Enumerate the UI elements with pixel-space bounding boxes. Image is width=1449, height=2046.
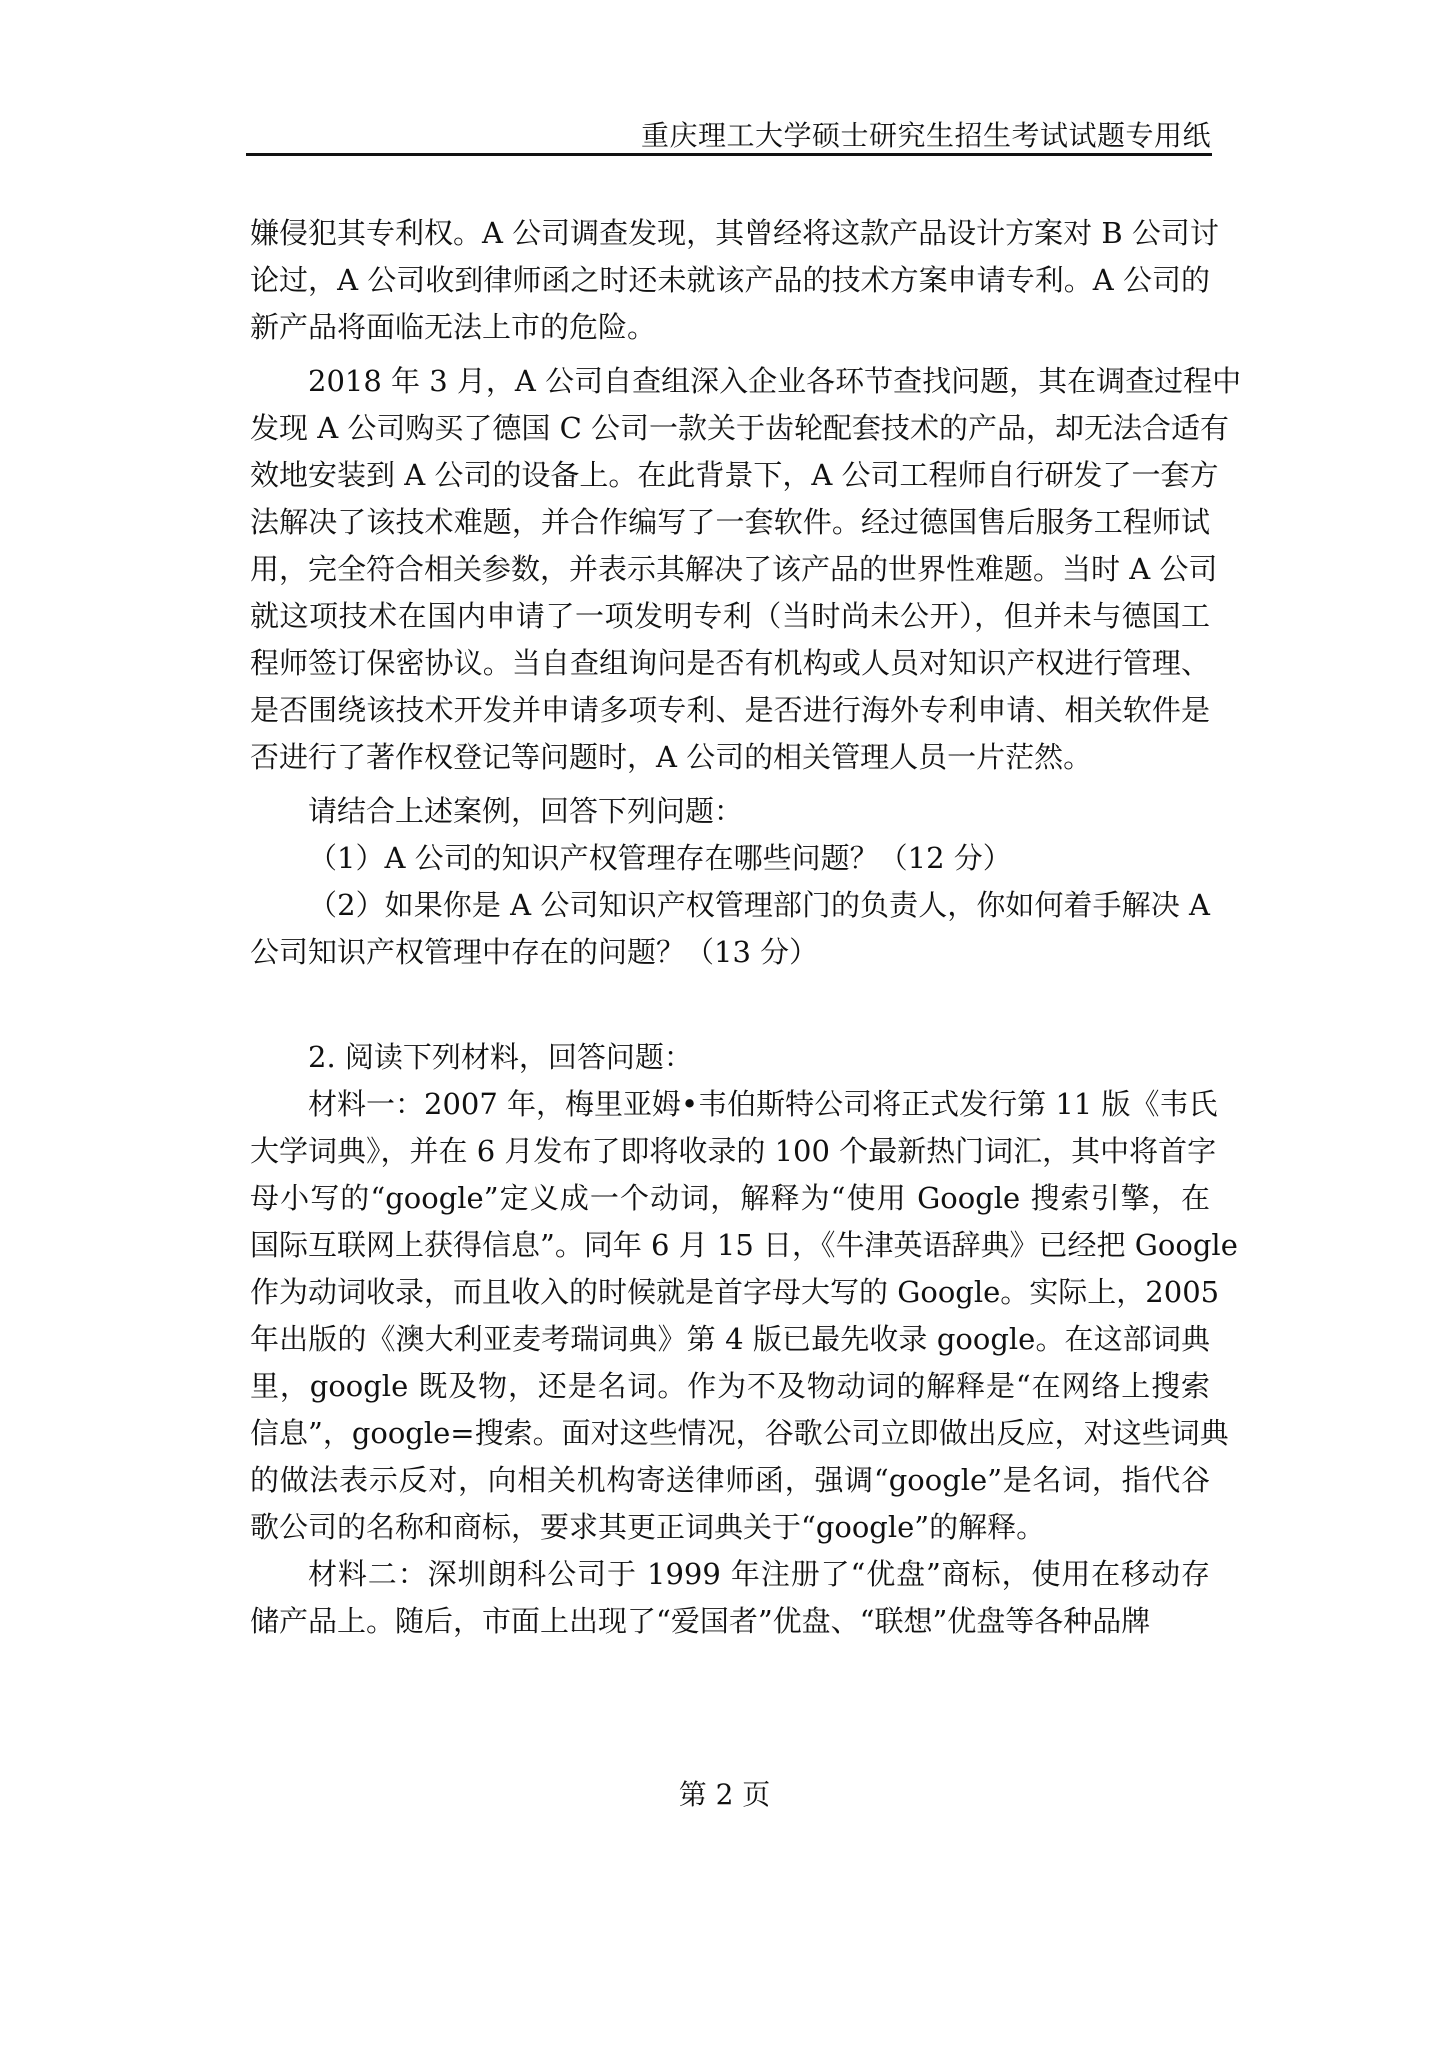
paragraph <box>250 835 1210 882</box>
text-line: 国际互联网上获得信息”。同年 6 月 15 日，《牛津英语辞典》已经把 Google <box>250 1228 1238 1262</box>
document-body <box>250 210 1242 1645</box>
text-line: 效地安装到 A 公司的设备上。在此背景下，A 公司工程师自行研发了一套方 <box>250 458 1219 492</box>
text-line: 就这项技术在国内申请了一项发明专利（当时尚未公开），但并未与德国工 <box>250 599 1210 633</box>
text-line: 材料二：深圳朗科公司于 1999 年注册了“优盘”商标，使用在移动存 <box>308 1557 1210 1591</box>
paragraph <box>250 882 1210 976</box>
text-line: 信息”，google=搜索。面对这些情况，谷歌公司立即做出反应，对这些词典 <box>250 1416 1229 1450</box>
text-line: 嫌侵犯其专利权。A 公司调查发现，其曾经将这款产品设计方案对 B 公司讨 <box>250 216 1219 250</box>
paragraph <box>250 1034 1210 1081</box>
text-line: 储产品上。随后，市面上出现了“爱国者”优盘、“联想”优盘等各种品牌 <box>250 1604 1151 1638</box>
text-line: 歌公司的名称和商标，要求其更正词典关于“google”的解释。 <box>250 1510 1046 1544</box>
text-line: 新产品将面临无法上市的危险。 <box>250 310 657 344</box>
page-header-title: 重庆理工大学硕士研究生招生考试试题专用纸 <box>640 119 1211 152</box>
text-line: 法解决了该技术难题，并合作编写了一套软件。经过德国售后服务工程师试 <box>250 505 1210 539</box>
paragraph <box>250 1551 1210 1645</box>
text-line: （2）如果你是 A 公司知识产权管理部门的负责人，你如何着手解决 A <box>308 888 1210 922</box>
text-line: 材料一：2007 年，梅里亚姆•韦伯斯特公司将正式发行第 11 版《韦氏 <box>308 1087 1218 1121</box>
text-line: 大学词典》，并在 6 月发布了即将收录的 100 个最新热门词汇，其中将首字 <box>250 1134 1217 1168</box>
text-line: 发现 A 公司购买了德国 C 公司一款关于齿轮配套技术的产品，却无法合适有 <box>250 411 1230 445</box>
text-line: 请结合上述案例，回答下列问题： <box>308 794 744 828</box>
text-line: 里，google 既及物，还是名词。作为不及物动词的解释是“在网络上搜索 <box>250 1369 1210 1403</box>
text-line: 作为动词收录，而且收入的时候就是首字母大写的 Google。实际上，2005 <box>250 1275 1220 1309</box>
paragraph <box>250 1081 1238 1551</box>
text-line: 年出版的《澳大利亚麦考瑞词典》第 4 版已最先收录 google。在这部词典 <box>250 1322 1210 1356</box>
page-number: 第 2 页 <box>678 1778 771 1811</box>
text-line: 2018 年 3 月，A 公司自查组深入企业各环节查找问题，其在调查过程中 <box>308 364 1242 398</box>
text-line: 论过，A 公司收到律师函之时还未就该产品的技术方案申请专利。A 公司的 <box>250 263 1210 297</box>
text-line: 用，完全符合相关参数，并表示其解决了该产品的世界性难题。当时 A 公司 <box>250 552 1218 586</box>
text-line: 程师签订保密协议。当自查组询问是否有机构或人员对知识产权进行管理、 <box>250 646 1210 680</box>
text-line: 母小写的“google”定义成一个动词，解释为“使用 Google 搜索引擎，在 <box>250 1181 1211 1215</box>
text-line: 的做法表示反对，向相关机构寄送律师函，强调“google”是名词，指代谷 <box>250 1463 1210 1497</box>
text-line: 是否围绕该技术开发并申请多项专利、是否进行海外专利申请、相关软件是 <box>250 693 1210 727</box>
header-rule <box>246 153 1212 156</box>
paragraph <box>250 788 1210 835</box>
text-line: 2. 阅读下列材料，回答问题： <box>308 1040 693 1074</box>
paragraph <box>250 358 1242 781</box>
text-line: （1）A 公司的知识产权管理存在哪些问题？（12 分） <box>308 841 1012 875</box>
paragraph <box>250 210 1219 351</box>
text-line: 否进行了著作权登记等问题时，A 公司的相关管理人员一片茫然。 <box>250 740 1093 774</box>
text-line: 公司知识产权管理中存在的问题？（13 分） <box>250 935 819 969</box>
